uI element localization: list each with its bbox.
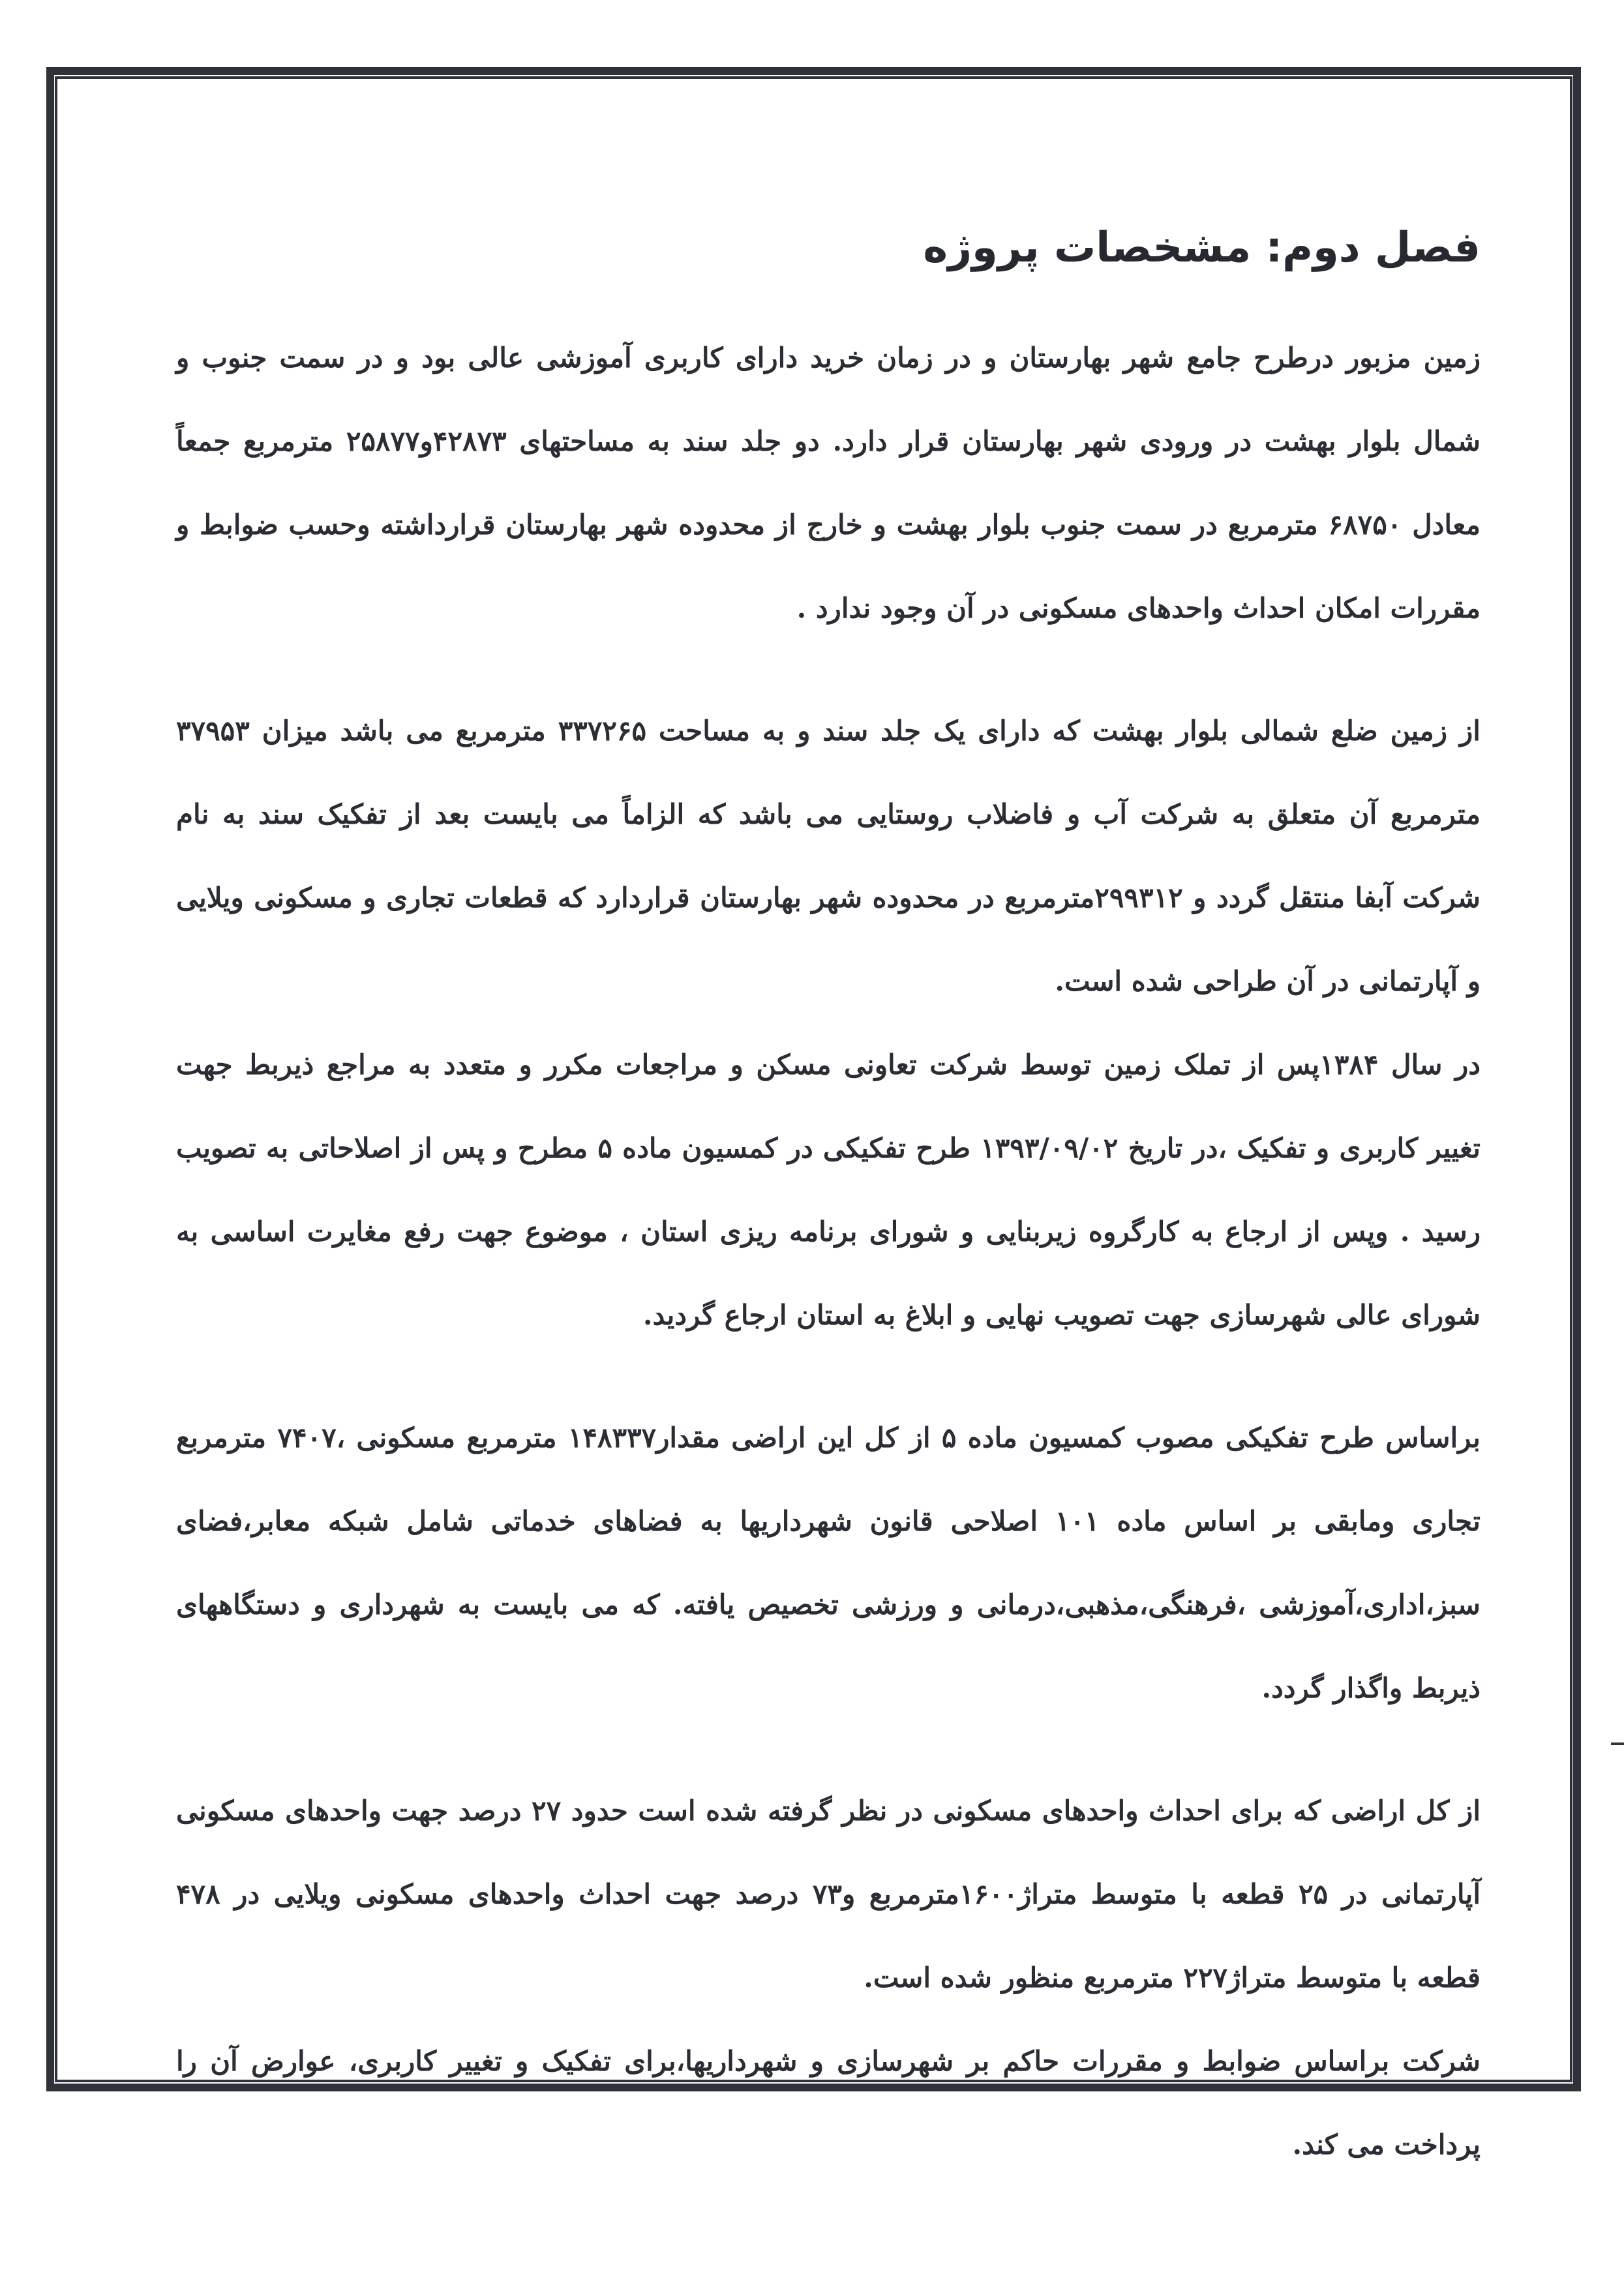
paragraph-north-parcel: از زمین ضلع شمالی بلوار بهشت که دارای یک جلد سند و به مساحت ۳۳۷۲۶۵ مترمربع می باشد میزان ۳۷۹۵۳ مترمربع آن متعلق به شرکت آب و فاضلاب روستایی می باشد که الزاماً می بایست بعد از تفکیک سند به نام شرکت آبفا منتقل گردد و ۲۹۹۳۱۲مترمربع در محدوده شهر بهارستان قراردارد که قطعات تجاری و مسکونی ویلایی و آپارتمانی در آن طراحی شده است. bbox=[176, 715, 1481, 997]
paragraph-land-location: زمین مزبور درطرح جامع شهر بهارستان و در زمان خرید دارای کاربری آموزشی عالی بود و در سمت جنوب و شمال بلوار بهشت در ورودی شهر بهارستان قرار دارد. دو جلد سند به مساحتهای ۴۲۸۷۳و۲۵۸۷۷ مترمربع جمعاً معادل ۶۸۷۵۰ مترمربع در سمت جنوب بلوار بهشت و خارج از محدوده شهر بهارستان قرارداشته وحسب ضوابط و مقررات امکان احداث واحدهای مسکونی در آن وجود ندارد . bbox=[176, 342, 1481, 624]
paragraph-residential-allocation: از کل اراضی که برای احداث واحدهای مسکونی در نظر گرفته شده است حدود ۲۷ درصد جهت واحدهای مسکونی آپارتمانی در ۲۵ قطعه با متوسط متراژ۱۶۰۰مترمربع و۷۳ درصد جهت احداث واحدهای مسکونی ویلایی در ۴۷۸ قطعه با متوسط متراژ۲۲۷ مترمربع منظور شده است. bbox=[176, 1795, 1481, 1994]
scan-edge-mark bbox=[1611, 1743, 1624, 1745]
paragraph-fees: شرکت براساس ضوابط و مقررات حاکم بر شهرسازی و شهرداریها،برای تفکیک و تغییر کاربری، عوارض آن را پرداخت می کند. bbox=[176, 2045, 1481, 2161]
paragraph-approval-history: در سال ۱۳۸۴پس از تملک زمین توسط شرکت تعاونی مسکن و مراجعات مکرر و متعدد به مراجع ذیربط جهت تغییر کاربری و تفکیک ،در تاریخ ۱۳۹۳/۰۹/۰۲ طرح تفکیکی در کمسیون ماده ۵ مطرح و پس از اصلاحاتی به تصویب رسید . وپس از ارجاع به کارگروه زیربنایی و شورای برنامه ریزی استان ، موضوع جهت رفع مغایرت اساسی به شورای عالی شهرسازی جهت تصویب نهایی و ابلاغ به استان ارجاع گردید. bbox=[176, 1049, 1481, 1331]
paragraph-subdivision-plan: براساس طرح تفکیکی مصوب کمسیون ماده ۵ از کل این اراضی مقدار۱۴۸۳۳۷ مترمربع مسکونی ،۷۴۰۷ مترمربع تجاری ومابقی بر اساس ماده ۱۰۱ اصلاحی قانون شهرداریها به فضاهای خدماتی شامل شبکه معابر،فضای سبز،اداری،آموزشی ،فرهنگی،مذهبی،درمانی و ورزشی تخصیص یافته. که می بایست به شهرداری و دستگاههای ذیربط واگذار گردد. bbox=[176, 1422, 1481, 1704]
document-body bbox=[176, 215, 1481, 2187]
chapter-title: فصل دوم: مشخصات پروژه bbox=[923, 224, 1481, 272]
